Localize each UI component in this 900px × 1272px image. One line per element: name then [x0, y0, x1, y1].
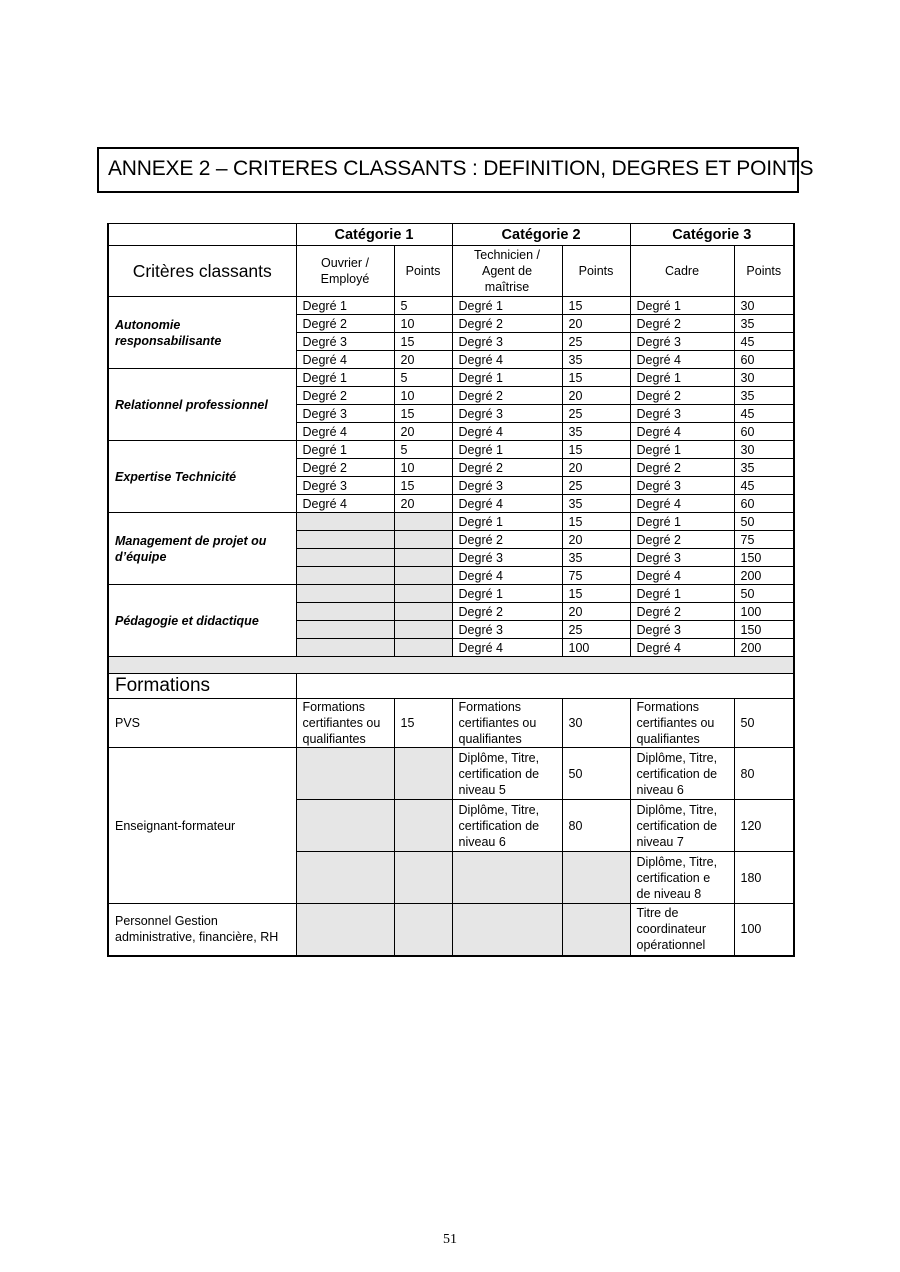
sub-header: Ouvrier / Employé	[296, 246, 394, 297]
points-cell: 25	[562, 621, 630, 639]
gestion-label: Personnel Gestion administrative, financière, RH	[108, 904, 296, 956]
degree-cell: Degré 4	[630, 423, 734, 441]
formation-cell	[452, 852, 562, 904]
points-cell: 35	[562, 351, 630, 369]
header-row-sub	[108, 246, 794, 297]
points-cell: 80	[562, 800, 630, 852]
header-empty-cell	[108, 224, 296, 246]
table-row	[108, 441, 794, 459]
degree-cell: Degré 4	[296, 423, 394, 441]
degree-cell: Degré 4	[452, 495, 562, 513]
points-cell: 100	[734, 603, 794, 621]
enseignant-label: Enseignant-formateur	[108, 748, 296, 904]
points-cell: 5	[394, 369, 452, 387]
formation-cell	[296, 800, 394, 852]
degree-cell: Degré 1	[296, 369, 394, 387]
degree-cell: Degré 1	[452, 585, 562, 603]
table-row	[108, 297, 794, 315]
header-row-categories	[108, 224, 794, 246]
table-row	[108, 369, 794, 387]
degree-cell: Degré 1	[296, 441, 394, 459]
degree-cell: Degré 4	[452, 567, 562, 585]
points-cell: 20	[562, 315, 630, 333]
criterion-name: Expertise Technicité	[108, 441, 296, 513]
degree-cell: Degré 3	[452, 549, 562, 567]
points-cell: 20	[562, 603, 630, 621]
points-cell	[394, 748, 452, 800]
points-cell: 25	[562, 333, 630, 351]
points-cell: 10	[394, 459, 452, 477]
degree-cell: Degré 4	[452, 351, 562, 369]
points-cell: 80	[734, 748, 794, 800]
degree-cell: Degré 2	[296, 459, 394, 477]
points-cell	[562, 904, 630, 956]
degree-cell: Degré 2	[296, 315, 394, 333]
degree-cell: Degré 3	[630, 333, 734, 351]
degree-cell: Degré 4	[630, 351, 734, 369]
degree-cell: Degré 2	[296, 387, 394, 405]
points-cell: 30	[734, 369, 794, 387]
degree-cell: Degré 1	[630, 297, 734, 315]
degree-cell: Degré 2	[452, 315, 562, 333]
degree-cell	[296, 549, 394, 567]
degree-cell: Degré 1	[452, 369, 562, 387]
formation-cell: Diplôme, Titre, certification de niveau 6	[630, 748, 734, 800]
points-cell: 20	[394, 495, 452, 513]
points-cell: 45	[734, 405, 794, 423]
degree-cell: Degré 4	[630, 639, 734, 657]
points-cell: 50	[562, 748, 630, 800]
points-cell: 25	[562, 477, 630, 495]
points-cell: 15	[562, 297, 630, 315]
formation-cell: Diplôme, Titre, certification de niveau 7	[630, 800, 734, 852]
degree-cell	[296, 585, 394, 603]
points-cell: 50	[734, 699, 794, 748]
points-cell	[394, 567, 452, 585]
points-cell	[394, 904, 452, 956]
degree-cell: Degré 2	[630, 315, 734, 333]
degree-cell: Degré 3	[452, 405, 562, 423]
criterion-name: Autonomie responsabilisante	[108, 297, 296, 369]
criteria-table	[107, 223, 795, 957]
table-row	[108, 513, 794, 531]
formations-title-row	[108, 674, 794, 699]
points-cell: 35	[562, 549, 630, 567]
table-row	[108, 585, 794, 603]
formation-cell: Formations certifiantes ou qualifiantes	[630, 699, 734, 748]
points-cell: 15	[394, 477, 452, 495]
degree-cell	[296, 567, 394, 585]
degree-cell: Degré 2	[630, 603, 734, 621]
sub-header: Cadre	[630, 246, 734, 297]
degree-cell: Degré 1	[630, 369, 734, 387]
points-cell: 5	[394, 297, 452, 315]
degree-cell: Degré 3	[630, 405, 734, 423]
degree-cell: Degré 2	[630, 459, 734, 477]
degree-cell: Degré 3	[630, 477, 734, 495]
points-cell: 20	[562, 531, 630, 549]
degree-cell: Degré 3	[452, 477, 562, 495]
formation-cell: Diplôme, Titre, certification de niveau 5	[452, 748, 562, 800]
points-cell: 25	[562, 405, 630, 423]
annex-title-box	[97, 147, 814, 193]
degree-cell	[296, 513, 394, 531]
points-cell: 35	[734, 459, 794, 477]
degree-cell: Degré 1	[452, 441, 562, 459]
points-cell: 10	[394, 387, 452, 405]
degree-cell: Degré 2	[630, 531, 734, 549]
points-cell: 35	[734, 387, 794, 405]
points-cell: 30	[562, 699, 630, 748]
degree-cell: Degré 3	[296, 333, 394, 351]
sub-header: Points	[394, 246, 452, 297]
sub-header: Points	[734, 246, 794, 297]
pvs-label: PVS	[108, 699, 296, 748]
degree-cell	[296, 531, 394, 549]
points-cell: 35	[734, 315, 794, 333]
formation-cell	[296, 904, 394, 956]
degree-cell: Degré 2	[452, 531, 562, 549]
points-cell: 180	[734, 852, 794, 904]
points-cell: 20	[562, 459, 630, 477]
degree-cell	[296, 603, 394, 621]
points-cell: 5	[394, 441, 452, 459]
degree-cell: Degré 1	[630, 585, 734, 603]
page-number: 51	[443, 1232, 457, 1247]
degree-cell: Degré 4	[630, 495, 734, 513]
degree-cell	[296, 639, 394, 657]
degree-cell: Degré 3	[452, 333, 562, 351]
degree-cell: Degré 4	[630, 567, 734, 585]
degree-cell: Degré 4	[296, 495, 394, 513]
degree-cell: Degré 1	[452, 513, 562, 531]
degree-cell: Degré 3	[296, 405, 394, 423]
points-cell: 120	[734, 800, 794, 852]
points-cell: 100	[562, 639, 630, 657]
degree-cell: Degré 2	[630, 387, 734, 405]
formation-cell: Diplôme, Titre, certification e de niveau 8	[630, 852, 734, 904]
enseignant-row	[108, 748, 794, 800]
degree-cell: Degré 4	[452, 639, 562, 657]
formation-cell: Titre de coordinateur opérationnel	[630, 904, 734, 956]
degree-cell: Degré 3	[452, 621, 562, 639]
points-cell: 30	[734, 441, 794, 459]
degree-cell: Degré 1	[452, 297, 562, 315]
points-cell: 15	[394, 405, 452, 423]
points-cell	[394, 531, 452, 549]
formation-cell: Formations certifiantes ou qualifiantes	[452, 699, 562, 748]
points-cell	[562, 852, 630, 904]
points-cell	[394, 603, 452, 621]
category-header: Catégorie 2	[452, 224, 630, 246]
degree-cell: Degré 2	[452, 603, 562, 621]
degree-cell: Degré 3	[630, 549, 734, 567]
degree-cell: Degré 3	[296, 477, 394, 495]
degree-cell: Degré 4	[452, 423, 562, 441]
points-cell: 75	[562, 567, 630, 585]
separator-row	[108, 657, 794, 674]
formations-title-blank	[296, 674, 794, 699]
formation-cell	[452, 904, 562, 956]
points-cell: 20	[562, 387, 630, 405]
points-cell: 60	[734, 351, 794, 369]
points-cell: 60	[734, 495, 794, 513]
sub-header: Points	[562, 246, 630, 297]
formation-cell	[296, 852, 394, 904]
points-cell: 200	[734, 639, 794, 657]
sub-header: Technicien / Agent de maîtrise	[452, 246, 562, 297]
points-cell: 15	[394, 333, 452, 351]
points-cell	[394, 549, 452, 567]
points-cell: 15	[562, 585, 630, 603]
criteres-label: Critères classants	[108, 246, 296, 297]
points-cell: 20	[394, 351, 452, 369]
points-cell	[394, 621, 452, 639]
points-cell: 75	[734, 531, 794, 549]
pvs-row	[108, 699, 794, 748]
points-cell: 20	[394, 423, 452, 441]
criterion-name: Management de projet ou d’équipe	[108, 513, 296, 585]
degree-cell: Degré 2	[452, 387, 562, 405]
formation-cell: Diplôme, Titre, certification de niveau 6	[452, 800, 562, 852]
formation-cell: Formations certifiantes ou qualifiantes	[296, 699, 394, 748]
points-cell: 45	[734, 477, 794, 495]
points-cell: 200	[734, 567, 794, 585]
points-cell: 15	[562, 441, 630, 459]
points-cell: 30	[734, 297, 794, 315]
degree-cell: Degré 1	[630, 513, 734, 531]
points-cell: 15	[394, 699, 452, 748]
category-header: Catégorie 1	[296, 224, 452, 246]
gestion-row	[108, 904, 794, 956]
degree-cell: Degré 1	[296, 297, 394, 315]
formations-title: Formations	[108, 674, 296, 699]
points-cell	[394, 800, 452, 852]
points-cell: 45	[734, 333, 794, 351]
points-cell	[394, 585, 452, 603]
category-header: Catégorie 3	[630, 224, 794, 246]
points-cell: 50	[734, 585, 794, 603]
points-cell	[394, 639, 452, 657]
criterion-name: Pédagogie et didactique	[108, 585, 296, 657]
points-cell	[394, 852, 452, 904]
degree-cell	[296, 621, 394, 639]
points-cell: 50	[734, 513, 794, 531]
degree-cell: Degré 3	[630, 621, 734, 639]
points-cell: 35	[562, 495, 630, 513]
points-cell	[394, 513, 452, 531]
points-cell: 15	[562, 513, 630, 531]
degree-cell: Degré 4	[296, 351, 394, 369]
points-cell: 150	[734, 549, 794, 567]
points-cell: 10	[394, 315, 452, 333]
points-cell: 60	[734, 423, 794, 441]
separator-cell	[108, 657, 794, 674]
points-cell: 100	[734, 904, 794, 956]
degree-cell: Degré 1	[630, 441, 734, 459]
points-cell: 15	[562, 369, 630, 387]
criterion-name: Relationnel professionnel	[108, 369, 296, 441]
points-cell: 35	[562, 423, 630, 441]
points-cell: 150	[734, 621, 794, 639]
degree-cell: Degré 2	[452, 459, 562, 477]
formation-cell	[296, 748, 394, 800]
annex-title: ANNEXE 2 – CRITERES CLASSANTS : DEFINITION, DEGRES ET POINTS	[108, 157, 814, 180]
